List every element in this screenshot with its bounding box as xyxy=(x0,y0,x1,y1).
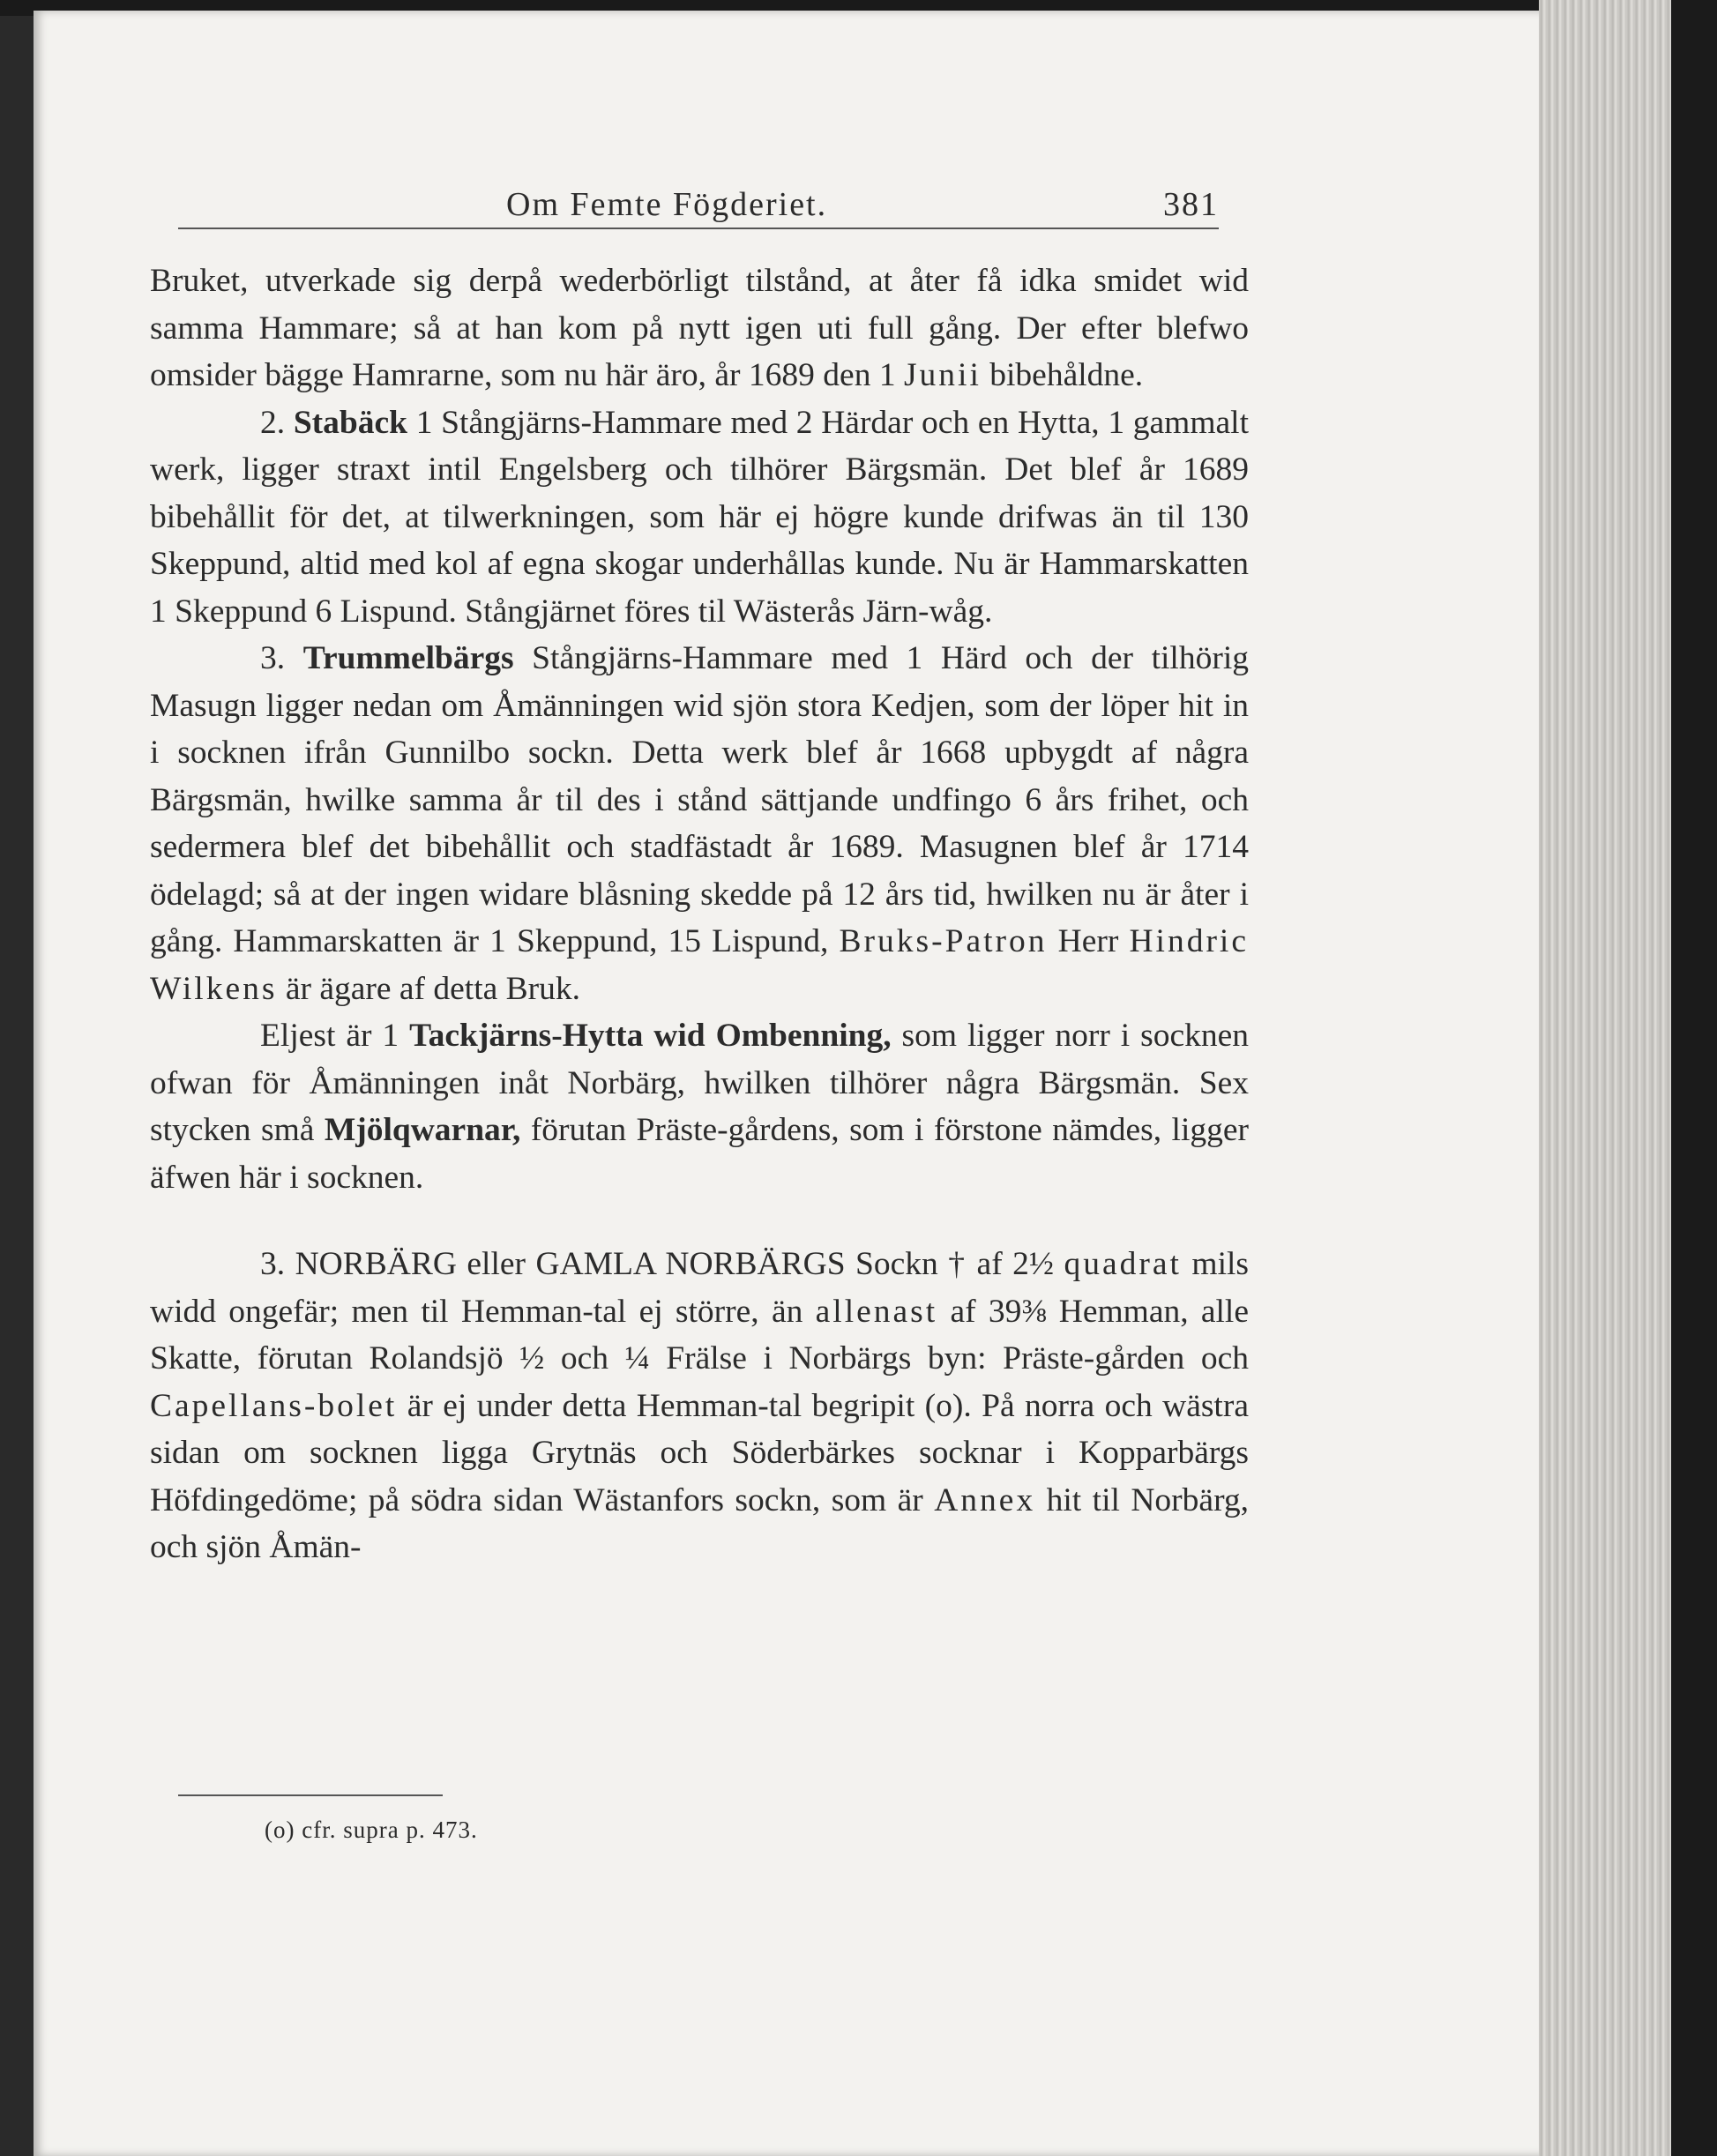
text-span: bibehåldne. xyxy=(981,357,1144,393)
page-number: 381 xyxy=(1163,186,1219,223)
paragraph-norbarg xyxy=(150,1241,1249,1571)
footnote: (o) cfr. supra p. 473. xyxy=(265,1817,478,1843)
paragraph-trummelbargs xyxy=(150,635,1249,1012)
running-header xyxy=(178,176,1219,229)
spaced-text: Hindric Wilkens xyxy=(150,923,1249,1007)
paragraph-bruket xyxy=(150,257,1249,399)
text-span: hit til Norbärg, och sjön Åmän- xyxy=(150,1481,1249,1565)
item-number: 2. xyxy=(260,404,294,441)
spaced-text: allenast xyxy=(815,1293,938,1330)
running-title: Om Femte Fögderiet. xyxy=(506,186,828,223)
text-span: af 39⅜ Hemman, alle Skatte, förutan Rolandsjö ½ och ¼ Frälse i Norbärgs byn: Präste-gården och xyxy=(150,1293,1249,1376)
text-span: 1 Stångjärns-Hammare med 2 Härdar och en Hytta, 1 gammalt werk, ligger straxt intil Engelsberg och tilhörer Bärgsmän. Det blef år 1689 bibehållit för det, at tilwerkningen, som här ej högre kunde drifwas än til 130 Skeppund, altid med kol af egna skogar underhållas kunde. Nu är Hammarskatten 1 Skeppund 6 Lispund. Stångjärnet föres til Wästerås Järn-wåg. xyxy=(150,404,1249,630)
paragraph-staback xyxy=(150,399,1249,636)
spaced-text: Annex xyxy=(934,1481,1036,1518)
spaced-text: Capellans-bolet xyxy=(150,1387,398,1424)
text-span: är ägare af detta Bruk. xyxy=(277,970,581,1007)
text-span: Herr xyxy=(1047,923,1130,959)
spaced-text: quadrat xyxy=(1064,1246,1182,1282)
body-text xyxy=(150,257,1249,1571)
footnote-divider xyxy=(178,1794,443,1796)
spaced-text: Bruks-Patron xyxy=(839,923,1048,959)
text-span: som ligger norr i socknen ofwan för Åmänningen inåt Norbärg, hwilken tilhörer några Bärgsmän. Sex stycken små xyxy=(150,1018,1249,1148)
page-edges xyxy=(1539,0,1671,2156)
item-number: 3. xyxy=(260,640,303,676)
text-span: Bruket, utverkade sig derpå wederbörligt tilstånd, at åter få idka smidet wid samma Hammare; så at han kom på nytt igen uti full gång. Der efter blefwo omsider bägge Hamrarne, som nu här äro, år 1689 den 1 xyxy=(150,263,1249,393)
paragraph-eljest xyxy=(150,1012,1249,1201)
text-span: är ej under detta Hemman-tal begripit (o). På norra och wästra sidan om socknen ligga Grytnäs och Söderbärkes socknar i Kopparbärgs Höfdingedöme; på södra sidan Wästanfors sockn, som är xyxy=(150,1387,1249,1518)
text-span: 3. NORBÄRG eller GAMLA NORBÄRGS Sockn † af 2½ xyxy=(260,1246,1064,1282)
text-span: mils widd ongefär; men til Hemman-tal ej större, än xyxy=(150,1246,1249,1330)
header-rule xyxy=(178,228,1219,229)
section-gap xyxy=(150,1201,1249,1241)
bold-text: Mjölqwarnar, xyxy=(324,1112,521,1148)
spaced-text: Junii xyxy=(903,357,982,393)
place-name: Trummelbärgs xyxy=(302,640,514,676)
text-span: förutan Präste-gårdens, som i förstone nämdes, ligger äfwen här i socknen. xyxy=(150,1112,1249,1196)
text-span: Stångjärns-Hammare med 1 Härd och der tilhörig Masugn ligger nedan om Åmänningen wid sjön stora Kedjen, som der löper hit in i socknen ifrån Gunnilbo sockn. Detta werk blef år 1668 upbygdt af några Bärgsmän, hwilke samma år til des i stånd sättjande undfingo 6 års frihet, och sedermera blef det bibehållit och stadfästadt år 1689. Masugnen blef år 1714 ödelagd; så at der ingen widare blåsning skedde på 12 års tid, hwilken nu är åter i gång. Hammarskatten är 1 Skeppund, 15 Lispund, xyxy=(150,640,1250,959)
text-span: Eljest är 1 xyxy=(260,1018,410,1054)
place-name: Stabäck xyxy=(293,404,408,441)
bold-text: Tackjärns-Hytta wid Ombenning, xyxy=(409,1018,892,1054)
scan-edge xyxy=(1671,0,1717,2156)
